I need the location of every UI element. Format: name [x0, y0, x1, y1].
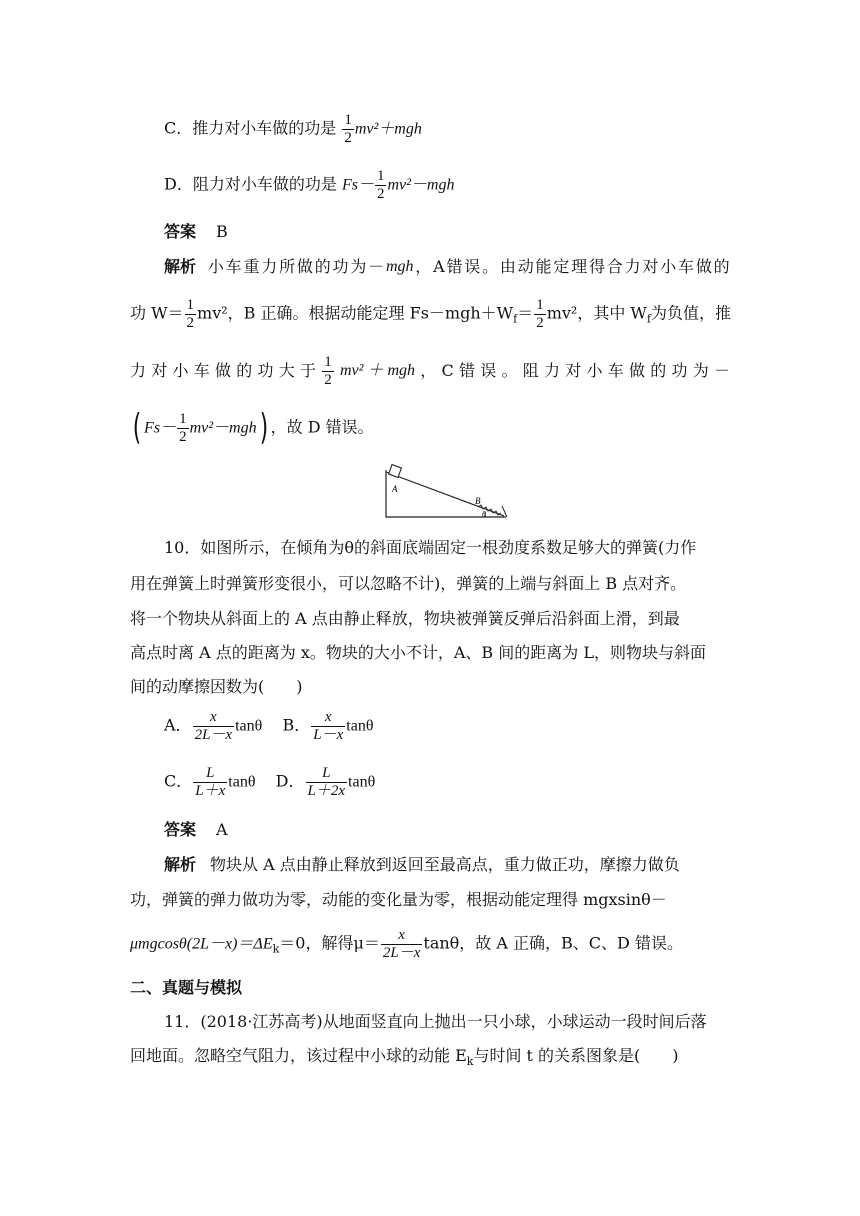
fraction: $\frac{1}{2}$ [324, 354, 332, 388]
q11-line-1: 11．(2018·江苏高考)从地面竖直向上抛出一只小球，小球运动一段时间后落 [164, 1012, 707, 1031]
answer-value: A [216, 820, 228, 839]
option-a-letter: A． [164, 715, 192, 735]
q9-option-d [164, 168, 454, 202]
fraction: $\frac{x}{2L-x}$ [194, 709, 233, 743]
q10-line-4: 高点时离 A 点的距离为 x。物块的大小不计，A、B 间的距离为 L，则物块与斜面 [130, 643, 706, 662]
block [389, 465, 402, 478]
q10-line-3: 将一个物块从斜面上的 A 点由静止释放，物块被弹簧反弹后沿斜面上滑，到最 [130, 609, 680, 628]
answer-label: 答案 [164, 222, 197, 241]
section-title: 二、真题与模拟 [130, 978, 243, 997]
answer-value: B [216, 222, 228, 241]
answer-label: 答案 [164, 820, 197, 839]
fraction: $\frac{1}{2}$ [376, 168, 385, 202]
q10-analysis-line-3: $\mu mgcos\theta(2L-x)=\Delta E_k=0$，解得μ＝ $\frac{x}{2L-x}$ tanθ，故 A 正确，B、C、D 错误。 [130, 927, 683, 961]
option-formula: Fs－ [341, 176, 374, 194]
q9-answer [164, 224, 228, 240]
fraction: $\frac{1}{2}$ [179, 411, 187, 445]
fraction: $\frac{x}{L-x}$ [313, 709, 344, 743]
option-formula: mv²－mgh [387, 176, 455, 194]
label-b: B [475, 496, 481, 506]
fraction: $\frac{1}{2}$ [344, 112, 352, 146]
q9-option-c [164, 112, 422, 146]
option-d-letter: D． [275, 771, 305, 791]
fraction: $\frac{L}{L+x}$ [195, 765, 226, 799]
fraction: $\frac{1}{2}$ [536, 297, 544, 331]
q10-options-ab: A． $\frac{x}{2L-x}$ tanθ B． $\frac{x}{L-x}$ tanθ [164, 709, 374, 743]
q10-analysis-line-1: 解析 物块从 A 点由静止释放到返回至最高点，重力做正功，摩擦力做负 [164, 855, 680, 874]
q10-line-2: 用在弹簧上时弹簧形变很小，可以忽略不计)，弹簧的上端与斜面上 B 点对齐。 [130, 574, 687, 593]
incline-slope [386, 472, 504, 516]
q10-analysis-line-2: 功，弹簧的弹力做功为零，动能的变化量为零，根据动能定理得 mgxsinθ－ [130, 890, 667, 909]
option-letter: D． [164, 174, 193, 194]
analysis-label: 解析 [164, 257, 197, 276]
q9-analysis-line-3: 力 对 小 车 做 的 功 大 于 $\frac{1}{2}$ mv² ＋ mgh ， C 错 误 。 阻 力 对 小 车 做 的 功 为 － [130, 354, 730, 388]
fraction: $\frac{1}{2}$ [186, 297, 195, 331]
q9-analysis-line-1: 解析 小 车 重 力 所 做 的 功 为 － mgh ， A 错 误 。 由 动 能 定 理 得 合 力 对 小 车 做 的 [164, 257, 730, 276]
option-text: 推力对小车做的功是 [192, 118, 342, 138]
option-formula: mv²＋mgh [354, 120, 422, 138]
q11-line-2: 回地面。忽略空气阻力，该过程中小球的动能 $E_k$与时间 t 的关系图象是( ) [130, 1046, 679, 1069]
option-letter: C． [164, 118, 193, 138]
q9-analysis-line-2: 功 W＝ $\frac{1}{2}$ mv²，B 正确。根据动能定理 $Fs-mgh+W_f=$ $\frac{1}{2}$ mv²，其中 $W_f$为负值，推 [130, 297, 731, 331]
incline-figure [378, 462, 513, 522]
fraction: $\frac{x}{2L-x}$ [382, 927, 421, 961]
analysis-label: 解析 [164, 855, 197, 874]
label-theta: θ [482, 510, 486, 519]
option-text: 阻力对小车做的功是 [192, 174, 342, 194]
fraction: $\frac{L}{L+2x}$ [307, 765, 346, 799]
q10-options-cd: C． $\frac{L}{L+x}$ tanθ D． $\frac{L}{L+2x}$ tanθ [164, 765, 376, 799]
q9-analysis-line-4: ( Fs－ $\frac{1}{2}$ mv²－mgh) ，故 D 错误。 [132, 407, 374, 448]
option-c-letter: C． [164, 771, 193, 791]
label-a: A [392, 484, 398, 494]
q10-answer [164, 822, 228, 838]
q10-line-1: 10．如图所示，在倾角为θ的斜面底端固定一根劲度系数足够大的弹簧(力作 [164, 538, 697, 557]
option-b-letter: B． [282, 715, 311, 735]
q10-line-5: 间的动摩擦因数为( ) [130, 677, 303, 696]
